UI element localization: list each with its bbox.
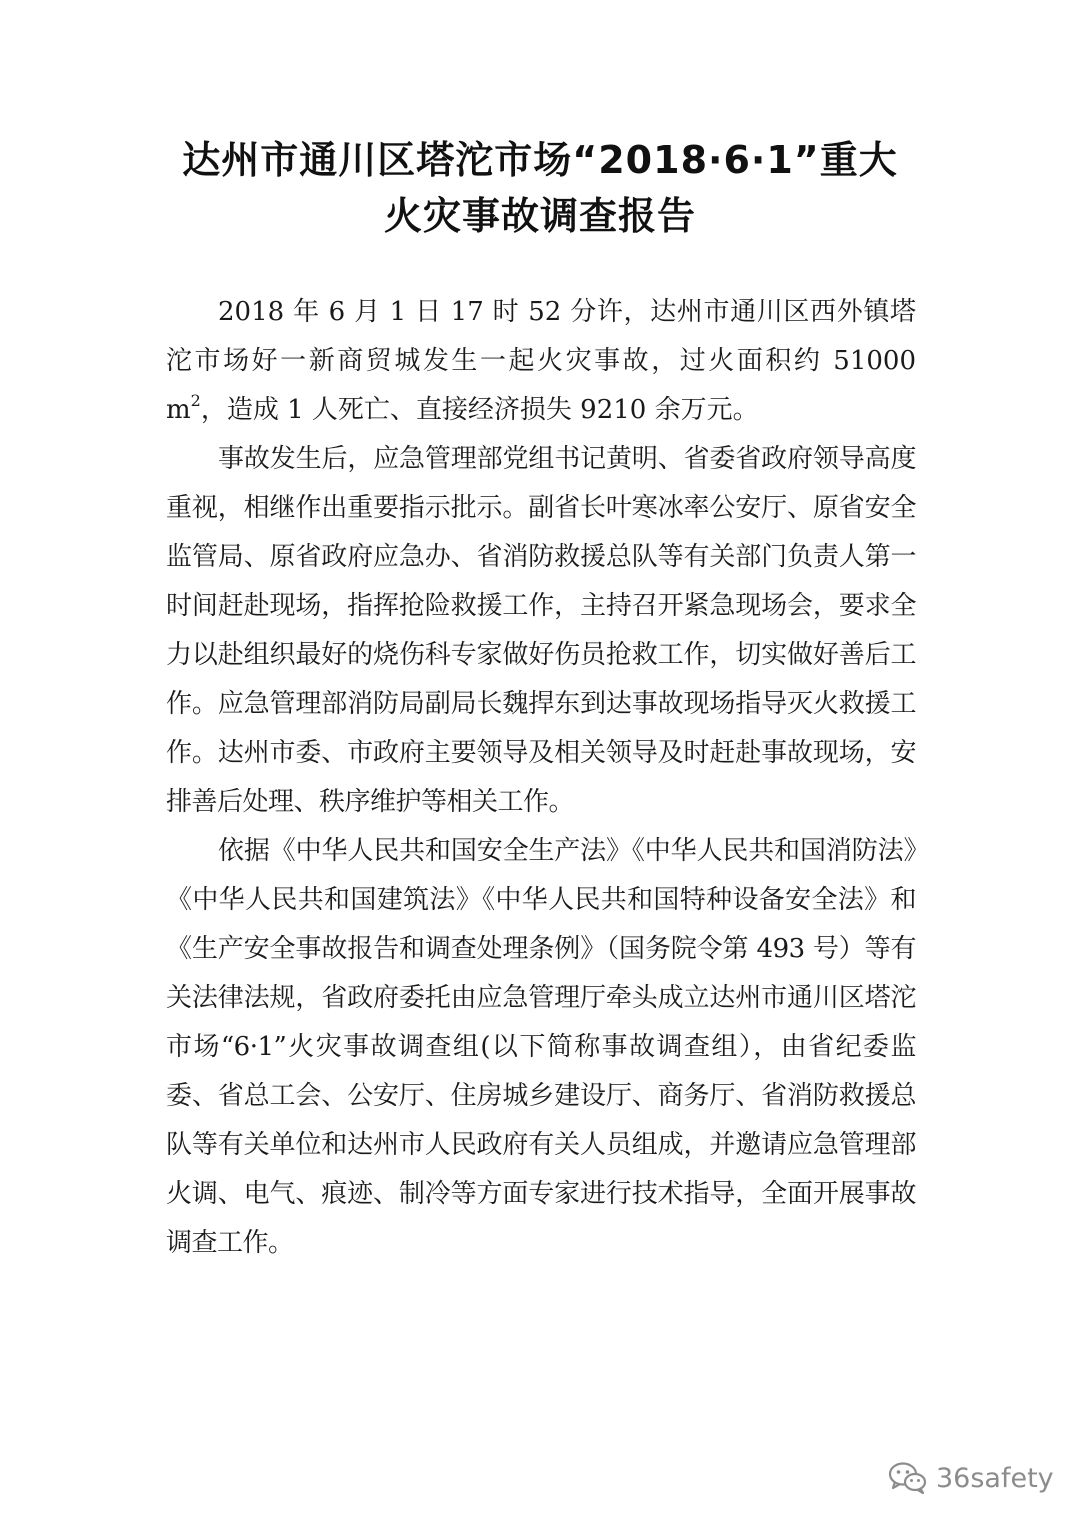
paragraph-incident-summary-text-end: ，造成 1 人死亡、直接经济损失 9210 余万元。 (200, 395, 759, 425)
paragraph-investigation: 依据《中华人民共和国安全生产法》《中华人民共和国消防法》《中华人民共和国建筑法》《中华人民共和国特种设备安全法》和《生产安全事故报告和调查处理条例》（国务院令第 493 号）等有关法律法规，省政府委托由应急管理厅牵头成立达州市通川区塔沱市场“6·1”火灾事故调查组(以下简称事故调查组），由省纪委监委、省总工会、公安厅、住房城乡建设厅、商务厅、省消防救援总队等有关单位和达州市人民政府有关人员组成，并邀请应急管理部火调、电气、痕迹、制冷等方面专家进行技术指导，全面开展事故调查工作。 (166, 836, 916, 1258)
watermark-text: 36safety (936, 1462, 1054, 1494)
title-line-2: 火灾事故调查报告 (383, 194, 696, 238)
area-unit-superscript: 2 (190, 391, 201, 411)
paragraph-incident-summary (166, 288, 916, 435)
paragraph-incident-summary-text: 2018 年 6 月 1 日 17 时 52 分许，达州市通川区西外镇塔沱市场好一新商贸城发生一起火灾事故，过火面积约 51000 m (166, 297, 916, 425)
watermark (888, 1456, 1054, 1500)
wechat-icon (888, 1461, 928, 1495)
paragraph-response: 事故发生后，应急管理部党组书记黄明、省委省政府领导高度重视，相继作出重要指示批示。副省长叶寒冰率公安厅、原省安全监管局、原省政府应急办、省消防救援总队等有关部门负责人第一时间赶赴现场，指挥抢险救援工作，主持召开紧急现场会，要求全力以赴组织最好的烧伤科专家做好伤员抢救工作，切实做好善后工作。应急管理部消防局副局长魏捍东到达事故现场指导灭火救援工作。达州市委、市政府主要领导及相关领导及时赶赴事故现场，安排善后处理、秩序维护等相关工作。 (166, 444, 916, 817)
document-body (166, 288, 916, 1268)
document-title (0, 132, 1080, 244)
title-line-1: 达州市通川区塔沱市场“2018·6·1”重大 (182, 138, 898, 182)
